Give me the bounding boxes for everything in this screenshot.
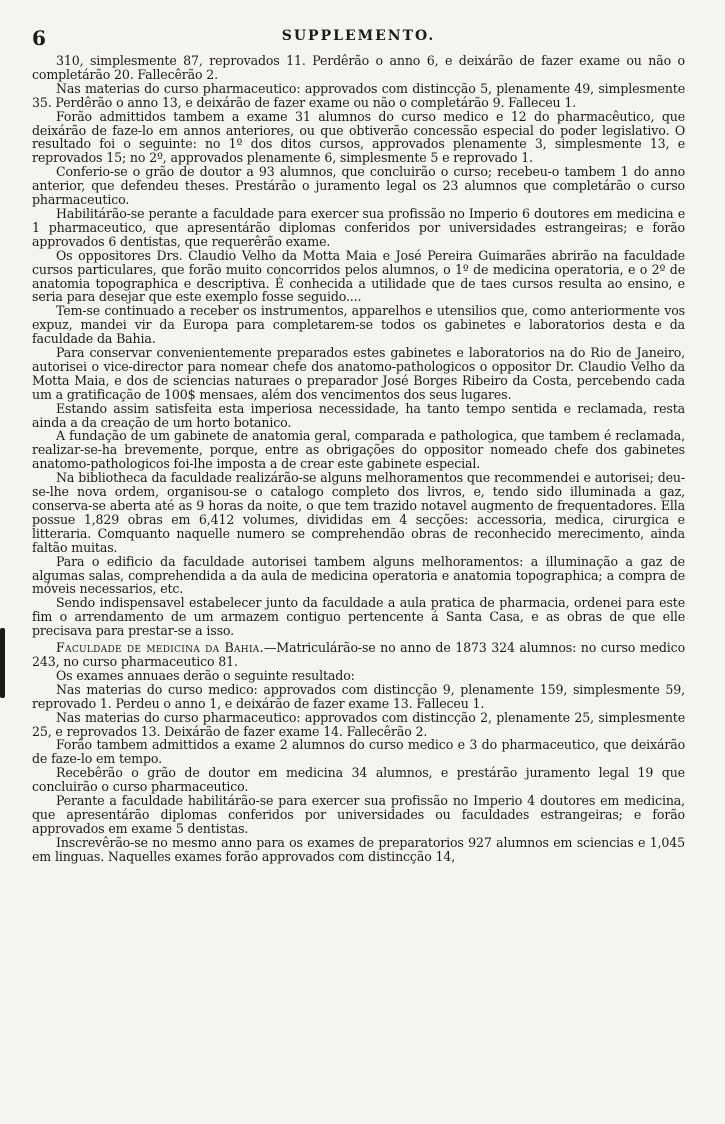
paragraph: Nas materias do curso medico: approvados com distincção 9, plenamente 159, simplesmente 59, reprovado 1. Perdeu o anno 1, e deixárão de fazer exame 13. Falleceu 1. [32, 681, 685, 711]
paragraph: Nas materias do curso pharmaceutico: approvados com distincção 2, plenamente 25, simplesmente 25, e reprovados 13. Deixárão de fazer exame 14. Fallecêrão 2. [32, 709, 685, 739]
page-number: 6 [32, 26, 46, 50]
paragraph: Estando assim satisfeita esta imperiosa necessidade, ha tanto tempo sentida e reclamada, resta ainda a da creação de um horto botanico. [32, 400, 685, 430]
paragraph: Habilitárão-se perante a faculdade para exercer sua profissão no Imperio 6 doutores em medicina e 1 pharmaceutico, que apresentárão diplomas conferidos por universidades estrangeiras; e forão approvados 6 dentistas, que requerêrão exame. [32, 205, 685, 249]
paragraph: Perante a faculdade habilitárão-se para exercer sua profissão no Imperio 4 doutores em medicina, que apresentárão diplomas conferidos por universidades ou faculdades estrangeiras; e forão approvados em exame 5 dentistas. [32, 793, 685, 836]
paragraph: Inscrevêrão-se no mesmo anno para os exames de preparatorios 927 alumnos em sciencias e 1,045 em linguas. Naquelles exames forão approvados com distincção 14, [32, 834, 685, 864]
paragraph: Os exames annuaes derão o seguinte resultado: [56, 667, 355, 683]
paragraph: Conferio-se o grão de doutor a 93 alumnos, que concluirão o curso; recebeu-o tambem 1 do anno anterior, que defendeu theses. Prestárão o juramento legal os 23 alumnos que completárão o curso pharmaceutico. [32, 164, 685, 208]
paragraph: Tem-se continuado a receber os instrumentos, apparelhos e utensilios que, como anteriormente vos expuz, mandei vir da Europa para completarem-se todos os gabinetes e laboratorios desta e da faculdade da Bahia. [32, 303, 685, 347]
running-title: SUPPLEMENTO. [281, 28, 436, 44]
paragraph: Sendo indispensavel estabelecer junto da faculdade a aula pratica de pharmacia, ordenei para este fim o arrendamento de um armazem contiguo pertencente á Santa Casa, e as obras de que elle precisava para prestar-se a isso. [32, 595, 685, 639]
section-paragraph: Faculdade de medicina da Bahia.—Matriculárão-se no anno de 1873 324 alumnos: no curso medico 243, no curso pharmaceutico 81. [32, 640, 685, 669]
section-heading: Faculdade de medicina da Bahia. [56, 640, 264, 656]
page-header [32, 26, 685, 50]
paragraph: A fundação de um gabinete de anatomia geral, comparada e pathologica, que tambem é reclamada, realizar-se-ha brevemente, porque, entre as obrigações do oppositor nomeado chefe dos gabinetes anatomo-pathologicos foi-lhe imposta a de crear este gabinete especial. [32, 428, 685, 472]
paragraph: 310, simplesmente 87, reprovados 11. Perdêrão o anno 6, e deixárão de fazer exame ou não o completárão 20. Fallecêrão 2. [32, 53, 685, 82]
paragraph: Para o edificio da faculdade autorisei tambem alguns melhoramentos: a illuminação a gaz de algumas salas, comprehendida a da aula de medicina operatoria e anatomia topographica; a compra de móveis necessarios, etc. [32, 553, 685, 597]
paragraph: Forão admittidos tambem a exame 31 alumnos do curso medico e 12 do pharmacêutico, que deixárão de faze-lo em annos anteriores, ou que obtiverão concessão especial do poder legislativo. O resultado foi o seguinte: no 1º dos ditos cursos, approvados plenamente 3, simplesmente 13, e reprovados 15; no 2º, approvados plenamente 6, simplesmente 5 e reprovado 1. [32, 108, 685, 166]
paragraph: Nas materias do curso pharmaceutico: approvados com distincção 5, plenamente 49, simplesmente 35. Perdêrão o anno 13, e deixárão de fazer exame ou não o completárão 9. Falleceu 1. [32, 80, 685, 110]
paragraph: Na bibliotheca da faculdade realizárão-se alguns melhoramentos que recommendei e autorisei; deu-se-lhe nova ordem, organisou-se o catalogo completo dos livros, e, tendo sido illuminada a gaz, conserva-se aberta até as 9 horas da noite, o que tem trazido notavel augmento de frequentadores. Ella possue 1,829 obras em 6,412 volumes, divididas em 4 secções: accessoria, medica, cirurgica e litteraria. Comquanto naquelle numero se comprehendão obras de reconhecido merecimento, ainda faltão muitas. [32, 470, 685, 555]
paragraph: Forão tambem admittidos a exame 2 alumnos do curso medico e 3 do pharmaceutico, que deixárão de faze-lo em tempo. [32, 737, 685, 767]
paragraph: Recebêrão o grão de doutor em medicina 34 alumnos, e prestárão juramento legal 19 que concluirão o curso pharmaceutico. [32, 765, 685, 795]
binding-edge-mark [0, 628, 5, 698]
paragraph: Os oppositores Drs. Claudio Velho da Motta Maia e José Pereira Guimarães abrirão na faculdade cursos particulares, que forão muito concorridos pelos alumnos, o 1º de medicina operatoria, e o 2º de anatomia topographica e descriptiva. É conhecida a utilidade que de taes cursos resulta ao ensino, e seria para desejar que este exemplo fosse seguido.... [32, 247, 685, 305]
paragraph: Para conservar convenientemente preparados estes gabinetes e laboratorios na do Rio de Janeiro, autorisei o vice-director para nomear chefe dos anatomo-pathologicos o oppositor Dr. Claudio Velho da Motta Maia, e dos de sciencias naturaes o preparador José Borges Ribeiro da Costa, percebendo cada um a gratificação de 100$ mensaes, além dos vencimentos dos seus lugares. [32, 345, 685, 402]
body-text [32, 54, 685, 864]
